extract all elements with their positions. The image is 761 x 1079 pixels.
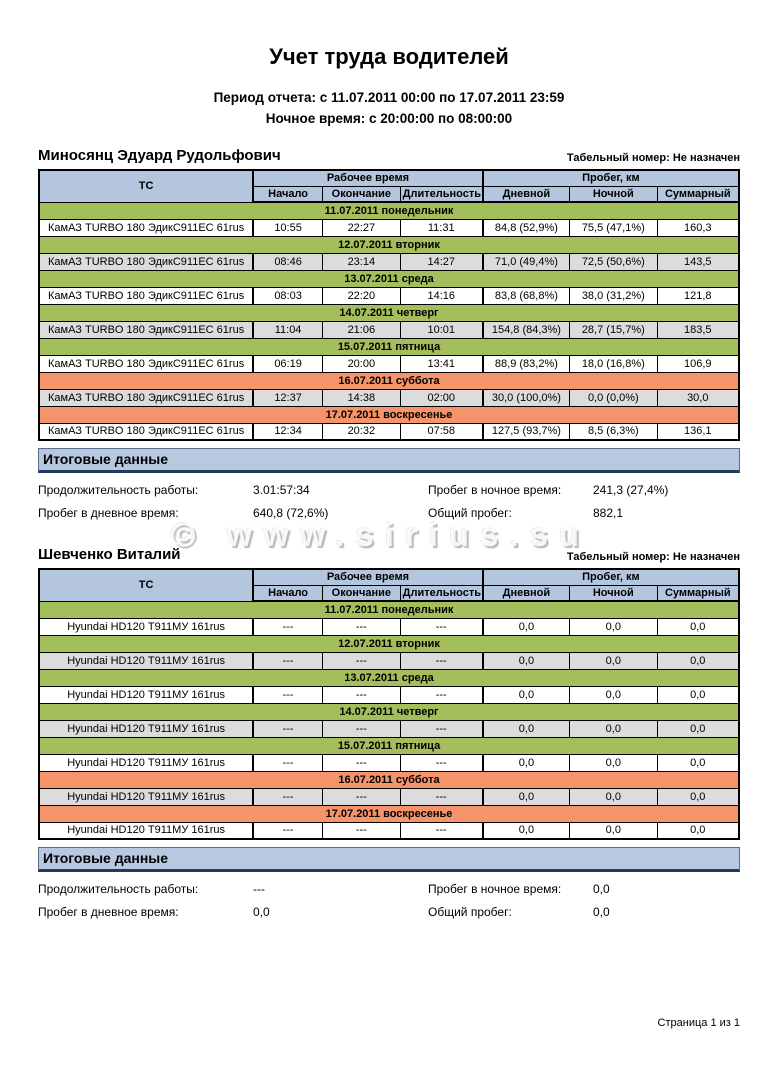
day-mileage-cell: 83,8 (68,8%) [483,287,570,304]
day-header-row [39,805,739,822]
day-mileage-cell: 0,0 [483,822,570,839]
start-cell: --- [253,686,322,703]
vehicle-cell: Hyundai HD120 Т911МУ 161rus [39,652,253,669]
day-header: 15.07.2011 пятница [39,737,739,754]
vehicle-cell: Hyundai HD120 Т911МУ 161rus [39,618,253,635]
table-row [39,720,739,737]
vehicle-cell: КамАЗ TURBO 180 ЭдикС911ЕС 61rus [39,355,253,372]
summary-label: Пробег в ночное время: [428,483,562,497]
day-header-row [39,737,739,754]
day-header-row [39,771,739,788]
start-cell: 11:04 [253,321,322,338]
start-cell: --- [253,754,322,771]
day-mileage-cell: 0,0 [483,720,570,737]
day-header: 14.07.2011 четверг [39,703,739,720]
end-cell: 14:38 [322,389,400,406]
day-mileage-cell: 127,5 (93,7%) [483,423,570,440]
end-cell: 23:14 [322,253,400,270]
watermark: © www.sirius.su [170,516,591,553]
summary-label: Пробег в дневное время: [38,905,179,919]
summary-block [38,483,740,520]
night-mileage-cell: 0,0 [570,822,658,839]
day-header: 13.07.2011 среда [39,270,739,287]
summary-label: Пробег в ночное время: [428,882,562,896]
vehicle-cell: Hyundai HD120 Т911МУ 161rus [39,754,253,771]
night-mileage-cell: 0,0 [570,720,658,737]
day-mileage-cell: 154,8 (84,3%) [483,321,570,338]
start-cell: 12:34 [253,423,322,440]
day-header-row [39,372,739,389]
start-cell: 08:03 [253,287,322,304]
duration-cell: 07:58 [400,423,483,440]
start-cell: 08:46 [253,253,322,270]
summary-label: Общий пробег: [428,905,512,919]
duration-cell: 14:16 [400,287,483,304]
start-cell: --- [253,822,322,839]
day-header: 15.07.2011 пятница [39,338,739,355]
duration-cell: --- [400,652,483,669]
day-mileage-cell: 0,0 [483,754,570,771]
day-mileage-cell: 0,0 [483,686,570,703]
start-cell: --- [253,720,322,737]
day-header: 13.07.2011 среда [39,669,739,686]
end-cell: 21:06 [322,321,400,338]
report-period: Период отчета: с 11.07.2011 00:00 по 17.07.2011 23:59 [213,90,565,105]
start-cell: 12:37 [253,389,322,406]
start-cell: --- [253,788,322,805]
table-row [39,652,739,669]
col-group-work-time: Рабочее время [253,170,483,186]
night-time-range: Ночное время: с 20:00:00 по 08:00:00 [265,111,513,126]
table-row [39,355,739,372]
col-header-day: Дневной [483,186,570,202]
day-header: 11.07.2011 понедельник [39,202,739,219]
summary-value-night: 241,3 (27,4%) [593,483,669,497]
col-header-total: Суммарный [657,585,739,601]
day-mileage-cell: 30,0 (100,0%) [483,389,570,406]
end-cell: 22:27 [322,219,400,236]
col-header-end: Окончание [322,186,400,202]
night-mileage-cell: 8,5 (6,3%) [570,423,658,440]
table-group-header-row [39,170,739,186]
col-group-work-time: Рабочее время [253,569,483,585]
summary-heading: Итоговые данные [38,847,740,872]
vehicle-cell: КамАЗ TURBO 180 ЭдикС911ЕС 61rus [39,321,253,338]
driver-work-table [38,568,740,840]
day-header-row [39,202,739,219]
day-header: 16.07.2011 суббота [39,771,739,788]
personnel-number: Табельный номер: Не назначен [566,152,740,164]
driver-name: Шевченко Виталий [38,546,181,563]
summary-label: Общий пробег: [428,506,512,520]
duration-cell: --- [400,618,483,635]
end-cell: 20:00 [322,355,400,372]
day-header: 11.07.2011 понедельник [39,601,739,618]
start-cell: 06:19 [253,355,322,372]
table-row [39,321,739,338]
col-header-vehicle: ТС [39,569,253,601]
day-header-row [39,669,739,686]
col-header-day: Дневной [483,585,570,601]
table-row [39,618,739,635]
day-mileage-cell: 0,0 [483,788,570,805]
start-cell: 10:55 [253,219,322,236]
total-mileage-cell: 160,3 [657,219,739,236]
col-header-duration: Длительность [400,186,483,202]
day-header-row [39,338,739,355]
total-mileage-cell: 106,9 [657,355,739,372]
summary-value-day: 640,8 (72,6%) [253,506,329,520]
duration-cell: --- [400,754,483,771]
vehicle-cell: КамАЗ TURBO 180 ЭдикС911ЕС 61rus [39,423,253,440]
day-header-row [39,236,739,253]
col-header-total: Суммарный [657,186,739,202]
night-mileage-cell: 0,0 [570,686,658,703]
night-mileage-cell: 18,0 (16,8%) [570,355,658,372]
total-mileage-cell: 0,0 [657,720,739,737]
end-cell: --- [322,686,400,703]
day-mileage-cell: 0,0 [483,652,570,669]
night-mileage-cell: 38,0 (31,2%) [570,287,658,304]
driver-header [38,546,740,563]
page-title: Учет труда водителей [269,44,509,69]
total-mileage-cell: 0,0 [657,652,739,669]
duration-cell: 14:27 [400,253,483,270]
col-header-start: Начало [253,186,322,202]
total-mileage-cell: 0,0 [657,618,739,635]
table-row [39,423,739,440]
summary-heading: Итоговые данные [38,448,740,473]
night-mileage-cell: 28,7 (15,7%) [570,321,658,338]
day-mileage-cell: 0,0 [483,618,570,635]
duration-cell: 10:01 [400,321,483,338]
summary-block [38,882,740,919]
start-cell: --- [253,652,322,669]
table-row [39,822,739,839]
driver-work-table [38,169,740,441]
day-header-row [39,270,739,287]
total-mileage-cell: 0,0 [657,686,739,703]
total-mileage-cell: 143,5 [657,253,739,270]
summary-value-day: 0,0 [253,905,270,919]
col-header-start: Начало [253,585,322,601]
summary-label: Продолжительность работы: [38,483,199,497]
summary-value-total: 0,0 [593,905,610,919]
vehicle-cell: Hyundai HD120 Т911МУ 161rus [39,686,253,703]
total-mileage-cell: 30,0 [657,389,739,406]
col-header-night: Ночной [570,186,658,202]
vehicle-cell: КамАЗ TURBO 180 ЭдикС911ЕС 61rus [39,389,253,406]
col-header-vehicle: ТС [39,170,253,202]
night-mileage-cell: 0,0 [570,788,658,805]
day-mileage-cell: 88,9 (83,2%) [483,355,570,372]
end-cell: --- [322,618,400,635]
day-header-row [39,635,739,652]
summary-value-duration: --- [253,882,265,896]
day-header: 14.07.2011 четверг [39,304,739,321]
table-row [39,788,739,805]
day-header-row [39,304,739,321]
table-row [39,686,739,703]
summary-label: Пробег в дневное время: [38,506,179,520]
vehicle-cell: КамАЗ TURBO 180 ЭдикС911ЕС 61rus [39,219,253,236]
total-mileage-cell: 0,0 [657,754,739,771]
duration-cell: --- [400,720,483,737]
night-mileage-cell: 0,0 [570,652,658,669]
vehicle-cell: КамАЗ TURBO 180 ЭдикС911ЕС 61rus [39,253,253,270]
total-mileage-cell: 183,5 [657,321,739,338]
duration-cell: 11:31 [400,219,483,236]
start-cell: --- [253,618,322,635]
end-cell: --- [322,652,400,669]
total-mileage-cell: 136,1 [657,423,739,440]
col-group-mileage: Пробег, км [483,170,739,186]
day-mileage-cell: 84,8 (52,9%) [483,219,570,236]
day-header: 12.07.2011 вторник [39,635,739,652]
driver-name: Миносянц Эдуард Рудольфович [38,147,281,164]
day-mileage-cell: 71,0 (49,4%) [483,253,570,270]
end-cell: 22:20 [322,287,400,304]
col-header-duration: Длительность [400,585,483,601]
total-mileage-cell: 121,8 [657,287,739,304]
page-number: Страница 1 из 1 [657,1017,740,1029]
end-cell: --- [322,754,400,771]
night-mileage-cell: 75,5 (47,1%) [570,219,658,236]
vehicle-cell: Hyundai HD120 Т911МУ 161rus [39,720,253,737]
duration-cell: --- [400,686,483,703]
day-header: 17.07.2011 воскресенье [39,805,739,822]
end-cell: --- [322,720,400,737]
day-header: 17.07.2011 воскресенье [39,406,739,423]
table-row [39,287,739,304]
total-mileage-cell: 0,0 [657,822,739,839]
night-mileage-cell: 0,0 (0,0%) [570,389,658,406]
col-header-end: Окончание [322,585,400,601]
vehicle-cell: Hyundai HD120 Т911МУ 161rus [39,788,253,805]
col-group-mileage: Пробег, км [483,569,739,585]
night-mileage-cell: 0,0 [570,754,658,771]
day-header-row [39,703,739,720]
col-header-night: Ночной [570,585,658,601]
end-cell: --- [322,788,400,805]
summary-value-duration: 3.01:57:34 [253,483,310,497]
vehicle-cell: Hyundai HD120 Т911МУ 161rus [39,822,253,839]
end-cell: --- [322,822,400,839]
duration-cell: 13:41 [400,355,483,372]
summary-label: Продолжительность работы: [38,882,199,896]
day-header: 16.07.2011 суббота [39,372,739,389]
night-mileage-cell: 0,0 [570,618,658,635]
summary-value-total: 882,1 [593,506,624,520]
table-row [39,253,739,270]
duration-cell: 02:00 [400,389,483,406]
driver-header [38,147,740,164]
table-row [39,389,739,406]
vehicle-cell: КамАЗ TURBO 180 ЭдикС911ЕС 61rus [39,287,253,304]
day-header-row [39,601,739,618]
duration-cell: --- [400,822,483,839]
table-row [39,754,739,771]
personnel-number: Табельный номер: Не назначен [566,551,740,563]
total-mileage-cell: 0,0 [657,788,739,805]
day-header-row [39,406,739,423]
duration-cell: --- [400,788,483,805]
table-row [39,219,739,236]
day-header: 12.07.2011 вторник [39,236,739,253]
summary-value-night: 0,0 [593,882,610,896]
night-mileage-cell: 72,5 (50,6%) [570,253,658,270]
end-cell: 20:32 [322,423,400,440]
table-group-header-row [39,569,739,585]
